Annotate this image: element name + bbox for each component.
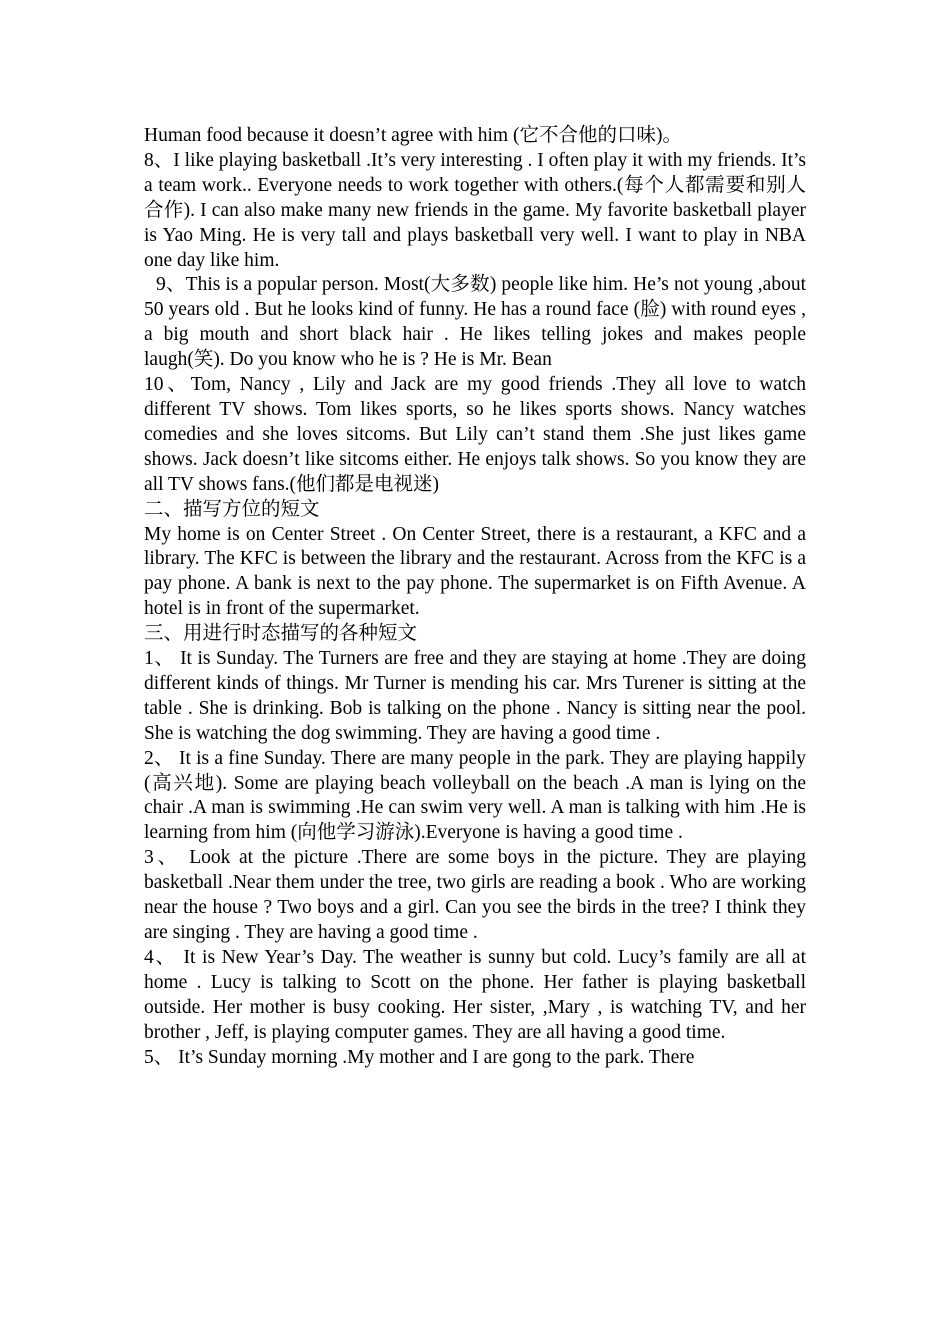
paragraph-2-park: 2、 It is a fine Sunday. There are many people in the park. They are playing happily (高兴地). Some are playing beach volleyball on the beach .A man is lying on the chair .A man is swimming .He can swim very well. A man is talking with him .He is learning from him (向他学习游泳).Everyone is having a good time . bbox=[144, 747, 806, 844]
paragraph-center-street: My home is on Center Street . On Center Street, there is a restaurant, a KFC and a library. The KFC is between the library and the restaurant. Across from the KFC is a pay phone. A bank is next to the pay phone. The supermarket is on Fifth Avenue. A hotel is in front of the supermarket. bbox=[144, 523, 806, 620]
paragraph-9-mr-bean: 9、This is a popular person. Most(大多数) people like him. He’s not young ,about 50 years old . But he looks kind of funny. He has a round face (脸) with round eyes , a big mouth and short black hair . He likes telling jokes and makes people laugh(笑). Do you know who he is ? He is Mr. Bean bbox=[144, 274, 806, 371]
paragraph-4-new-year: 4、 It is New Year’s Day. The weather is sunny but cold. Lucy’s family are all at home . Lucy is talking to Scott on the phone. Her father is playing basketball outside. Her mother is busy cooking. Her sister, ,Mary , is watching TV, and her brother , Jeff, is playing computer games. They are all having a good time. bbox=[144, 946, 806, 1043]
paragraph-8-basketball: 8、I like playing basketball .It’s very interesting . I often play it with my friends. It’s a team work.. Everyone needs to work together with others.(每个人都需要和别人合作). I can also make many new friends in the game. My favorite basketball player is Yao Ming. He is very tall and plays basketball very well. I want to play in NBA one day like him. bbox=[144, 149, 806, 271]
paragraph-1-turners: 1、 It is Sunday. The Turners are free and they are staying at home .They are doing different kinds of things. Mr Turner is mending his car. Mrs Turener is sitting at the table . She is drinking. Bob is talking on the phone . Nancy is sitting near the pool. She is watching the dog swimming. They are having a good time . bbox=[144, 648, 806, 744]
paragraph-dog-food: Human food because it doesn’t agree with him (它不合他的口味)。 bbox=[144, 125, 682, 146]
section-heading-location: 二、描写方位的短文 bbox=[144, 498, 320, 520]
paragraph-10-tv-shows: 10、Tom, Nancy , Lily and Jack are my good friends .They all love to watch different TV shows. Tom likes sports, so he likes sports shows. Nancy watches comedies and she loves sitcoms. But Lily can’t stand them .She just likes game shows. Jack doesn’t like sitcoms either. He enjoys talk shows. So you know they are all TV shows fans.(他们都是电视迷) bbox=[144, 374, 806, 495]
paragraph-3-picture: 3、 Look at the picture .There are some boys in the picture. They are playing basketball .Near them under the tree, two girls are reading a book . Who are working near the house ? Two boys and a girl. Can you see the birds in the tree? I think they are singing . They are having a good time . bbox=[144, 847, 806, 943]
paragraph-5-sunday-morning: 5、 It’s Sunday morning .My mother and I are gong to the park. There bbox=[144, 1046, 695, 1068]
document-page bbox=[144, 124, 806, 1070]
section-heading-progressive: 三、用进行时态描写的各种短文 bbox=[144, 623, 418, 645]
